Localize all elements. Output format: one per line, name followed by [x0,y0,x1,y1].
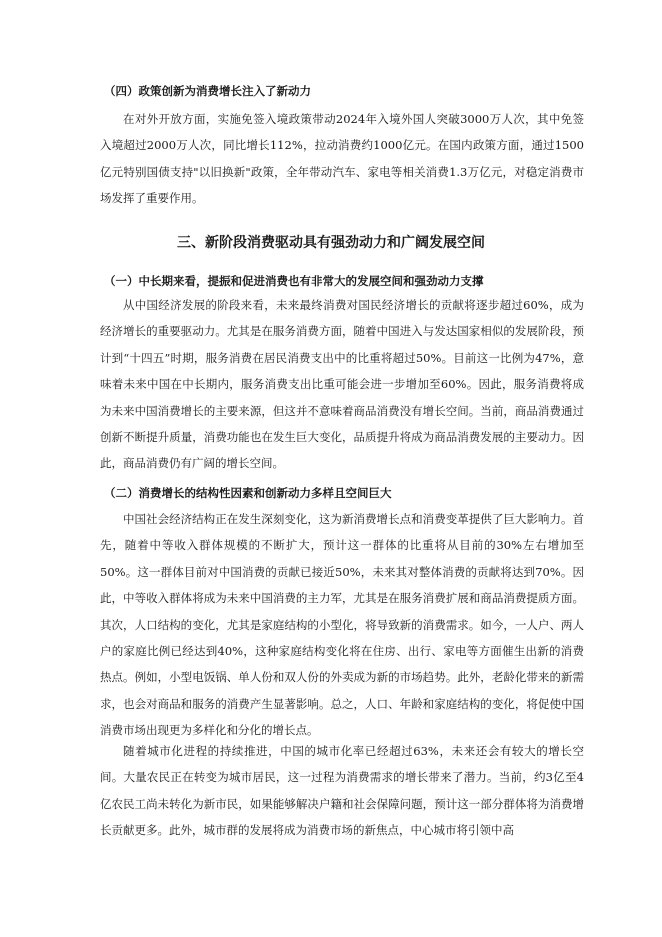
part3-heading: 三、新阶段消费驱动具有强劲动力和广阔发展空间 [177,235,485,251]
sub1-title: （一）中长期来看，提振和促进消费也有非常大的发展空间和强劲动力支撑 [104,274,484,288]
section-policy-title: （四）政策创新为消费增长注入了新动力 [104,84,311,98]
section-policy-paragraph: 在对外开放方面，实施免签入境政策带动2024年入境外国人突破3000万人次，其中免签入境超过2000万人次，同比增长112%，拉动消费约1000亿元。在国内政策方面，通过1500亿元特别国债支持"以旧换新"政策，全年带动汽车、家电等相关消费1.3万亿元，对稳定消费市场发挥了重要作用。 [100,112,584,206]
sub2-title: （二）消费增长的结构性因素和创新动力多样且空间巨大 [104,486,392,500]
sub1-paragraph: 从中国经济发展的阶段来看，未来最终消费对国民经济增长的贡献将逐步超过60%，成为经济增长的重要驱动力。尤其是在服务消费方面，随着中国进入与发达国家相似的发展阶段，预计到“十四五”时期，服务消费在居民消费支出中的比重将超过50%。目前这一比例为47%，意味着未来中国在中长期内，服务消费支出比重可能会进一步增加至60%。因此，服务消费将成为未来中国消费增长的主要来源，但这并不意味着商品消费没有增长空间。当前，商品消费通过创新不断提升质量，消费功能也在发生巨大变化，品质提升将成为商品消费发展的主要动力。因此，商品消费仍有广阔的增长空间。 [100,298,584,471]
sub2-paragraph-2: 随着城市化进程的持续推进，中国的城市化率已经超过63%，未来还会有较大的增长空间。大量农民正在转变为城市居民，这一过程为消费需求的增长带来了潜力。当前，约3亿至4亿农民工尚未转化为新市民，如果能够解决户籍和社会保障问题，预计这一部分群体将为消费增长贡献更多。此外，城市群的发展将成为消费市场的新焦点，中心城市将引领中高 [100,744,584,838]
sub2-paragraph-1: 中国社会经济结构正在发生深刻变化，这为新消费增长点和消费变革提供了巨大影响力。首先，随着中等收入群体规模的不断扩大，预计这一群体的比重将从目前的30%左右增加至50%。这一群体目前对中国消费的贡献已接近50%，未来其对整体消费的贡献将达到70%。因此，中等收入群体将成为未来中国消费的主力军，尤其是在服务消费扩展和商品消费提质方面。其次，人口结构的变化，尤其是家庭结构的小型化，将导致新的消费需求。如今，一人户、两人户的家庭比例已经达到40%，这种家庭结构变化将在住房、出行、家电等方面催生出新的消费热点。例如，小型电饭锅、单人份和双人份的外卖成为新的市场趋势。此外，老龄化带来的新需求，也会对商品和服务的消费产生显著影响。总之，人口、年龄和家庭结构的变化，将促使中国消费市场出现更为多样化和分化的增长点。 [100,512,584,738]
